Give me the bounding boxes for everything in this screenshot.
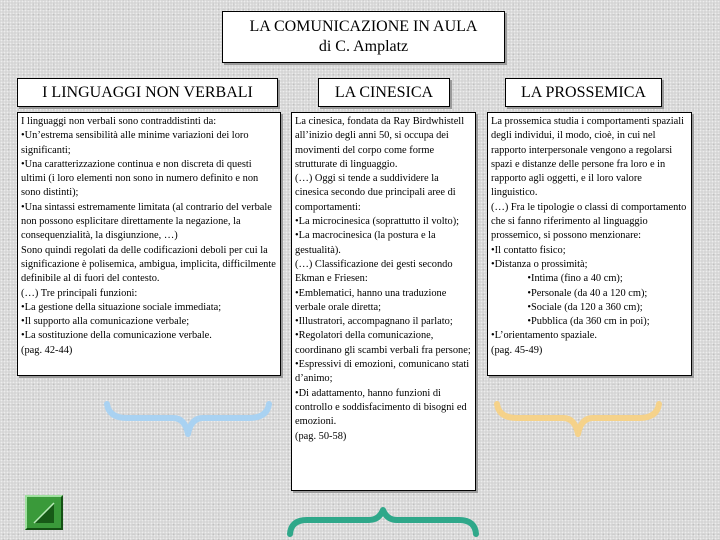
triangle-arrow-icon (27, 497, 61, 528)
text-cinesica: La cinesica, fondata da Ray Birdwhistell all’inizio degli anni 50, si occupa dei movimenti del corpo come forme strutturate di linguaggio. (…) Oggi si tende a suddividere la cinesica secondo due principali aree di comportamenti: •La microcinesica (soprattutto il volto); •La macrocinesica (la postura e la gestualità). (…) Classificazione dei gesti secondo Ekman e Friesen: •Emblematici, hanno una traduzione verbale orale diretta; •Illustratori, accompagnano il parlato; •Regolatori della comunicazione, coordinano gli scambi verbali fra persone; •Espressivi di emozioni, comunicano stati d’animo; •Di adattamento, hanno funzioni di controllo e soddisfacimento di bisogni ed emozioni. (pag. 50-58) (291, 112, 476, 491)
nav-button[interactable] (25, 495, 63, 530)
left-brace-icon (103, 400, 273, 440)
text-linguaggi-non-verbali: I linguaggi non verbali sono contraddistinti da: •Un’estrema sensibilità alle minime variazioni dei loro significanti; •Una caratterizzazione continua e non discreta di questi ultimi (i loro elementi non sono in numero definito e non sono distinti); •Una sintassi estremamente limitata (al contrario del verbale non possono esplicitare direttamente la negazione, la consequenzialità, la disgiunzione, …) Sono quindi regolati da delle codificazioni deboli per cui la significazione è polisemica, ambigua, implicita, difficilmente definibile al di fuori del contesto. (…) Tre principali funzioni: •La gestione della situazione sociale immediata; •Il supporto alla comunicazione verbale; •La sostituzione della comunicazione verbale. (pag. 42-44) (17, 112, 281, 376)
header-linguaggi-non-verbali: I LINGUAGGI NON VERBALI (17, 78, 278, 107)
right-brace-icon (493, 400, 663, 440)
header-cinesica: LA CINESICA (318, 78, 450, 107)
title-box (222, 11, 505, 63)
text-prossemica: La prossemica studia i comportamenti spaziali degli individui, il modo, cioè, in cui nel rapporto interpersonale vengono a regolarsi spazi e distanze delle persone fra loro e in rapporto agli oggetti, e il loro valore linguistico. (…) Fra le tipologie o classi di comportamento che si fanno riferimento al linguaggio prossemico, si possono menzionare: •Il contatto fisico; •Distanza o prossimità; •Intima (fino a 40 cm); •Personale (da 40 a 120 cm); •Sociale (da 120 a 360 cm); •Pubblica (da 360 cm in poi); •L’orientamento spaziale. (pag. 45-49) (487, 112, 692, 376)
bottom-brace-icon (285, 506, 481, 540)
header-prossemica: LA PROSSEMICA (505, 78, 662, 107)
page-author: di C. Amplatz (318, 38, 409, 55)
page-title: LA COMUNICAZIONE IN AULA (249, 18, 478, 35)
